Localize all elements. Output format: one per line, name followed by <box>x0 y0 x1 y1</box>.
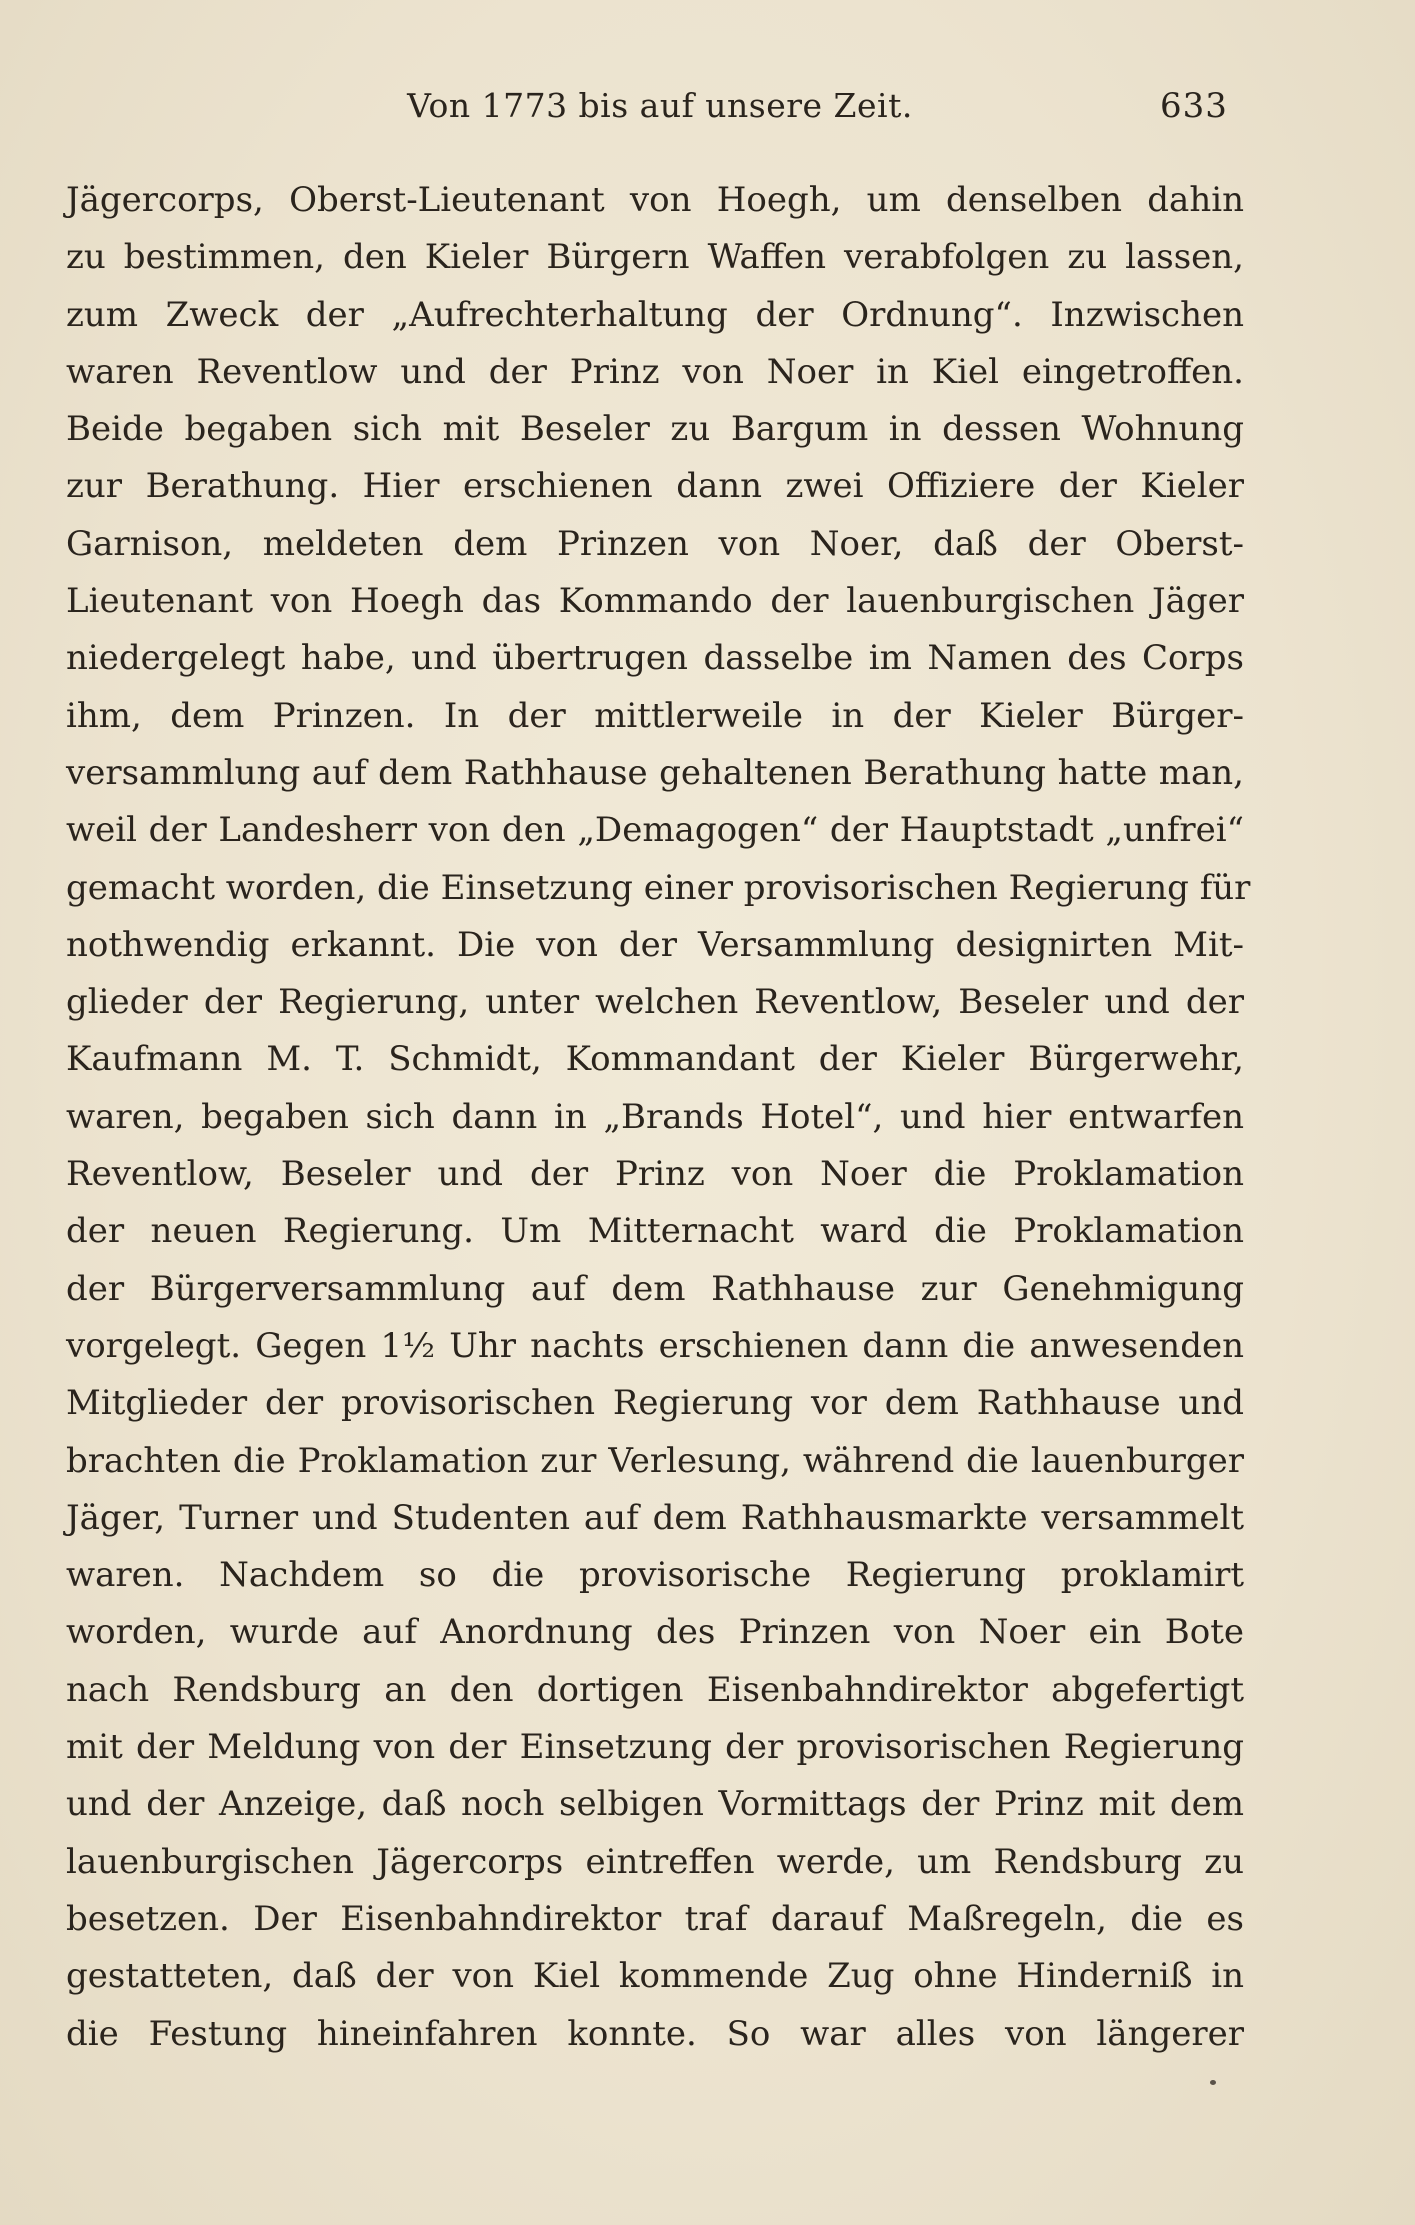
text-line: zur Berathung. Hier erschienen dann zwei Offiziere der Kieler <box>66 466 1244 507</box>
text-line: Reventlow, Beseler und der Prinz von Noer die Proklamation <box>66 1154 1244 1195</box>
text-line: brachten die Proklamation zur Verlesung, während die lauenburger <box>66 1440 1244 1481</box>
text-line: gestatteten, daß der von Kiel kommende Zug ohne Hinderniß in <box>66 1956 1244 1997</box>
text-line: ihm, dem Prinzen. In der mittlerweile in der Kieler Bürger- <box>66 695 1244 736</box>
text-line: vorgelegt. Gegen 1½ Uhr nachts erschienen dann die anwesenden <box>66 1325 1244 1366</box>
ink-speck <box>1210 2080 1216 2085</box>
text-line: besetzen. Der Eisenbahndirektor traf darauf Maßregeln, die es <box>66 1898 1244 1939</box>
text-line: gemacht worden, die Einsetzung einer provisorischen Regierung für <box>66 867 1251 908</box>
text-line: nothwendig erkannt. Die von der Versammlung designirten Mit- <box>66 924 1244 965</box>
text-line: mit der Meldung von der Einsetzung der provisorischen Regierung <box>66 1727 1244 1768</box>
text-line: Kaufmann M. T. Schmidt, Kommandant der Kieler Bürgerwehr, <box>66 1039 1244 1080</box>
text-line: Jägercorps, Oberst-Lieutenant von Hoegh, um denselben dahin <box>66 180 1244 220</box>
text-line: Jäger, Turner und Studenten auf dem Rathhausmarkte versammelt <box>66 1497 1244 1538</box>
text-line: der neuen Regierung. Um Mitternacht ward die Proklamation <box>66 1211 1244 1252</box>
text-line: waren. Nachdem so die provisorische Regierung proklamirt <box>66 1555 1244 1596</box>
text-line: waren, begaben sich dann in „Brands Hotel“, und hier entwarfen <box>66 1096 1244 1137</box>
text-line: worden, wurde auf Anordnung des Prinzen von Noer ein Bote <box>66 1612 1244 1653</box>
text-line: niedergelegt habe, und übertrugen dasselbe im Namen des Corps <box>66 638 1244 679</box>
text-line: lauenburgischen Jägercorps eintreffen werde, um Rendsburg zu <box>66 1841 1244 1882</box>
text-line: und der Anzeige, daß noch selbigen Vormittags der Prinz mit dem <box>66 1784 1244 1825</box>
text-line: der Bürgerversammlung auf dem Rathhause zur Genehmigung <box>66 1268 1244 1309</box>
page-number: 633 <box>1160 86 1228 126</box>
text-line: waren Reventlow und der Prinz von Noer in Kiel eingetroffen. <box>66 351 1244 392</box>
text-line: Mitglieder der provisorischen Regierung vor dem Rathhause und <box>66 1383 1244 1424</box>
page-header <box>0 86 1415 136</box>
body-text <box>66 172 1251 2063</box>
text-line: Garnison, meldeten dem Prinzen von Noer, daß der Oberst- <box>66 523 1244 564</box>
text-line: Lieutenant von Hoegh das Kommando der lauenburgischen Jäger <box>66 581 1244 622</box>
text-line: Beide begaben sich mit Beseler zu Bargum in dessen Wohnung <box>66 409 1244 450</box>
text-line: glieder der Regierung, unter welchen Reventlow, Beseler und der <box>66 982 1244 1023</box>
text-line: zu bestimmen, den Kieler Bürgern Waffen verabfolgen zu lassen, <box>66 237 1244 278</box>
text-line: zum Zweck der „Aufrechterhaltung der Ordnung“. Inzwischen <box>66 294 1244 335</box>
text-line: versammlung auf dem Rathhause gehaltenen Berathung hatte man, <box>66 752 1244 793</box>
text-line: nach Rendsburg an den dortigen Eisenbahndirektor abgefertigt <box>66 1669 1244 1710</box>
text-line: die Festung hineinfahren konnte. So war alles von längerer <box>66 2013 1244 2054</box>
running-title: Von 1773 bis auf unsere Zeit. <box>407 86 913 125</box>
text-line: weil der Landesherr von den „Demagogen“ der Hauptstadt „unfrei“ <box>66 810 1244 851</box>
